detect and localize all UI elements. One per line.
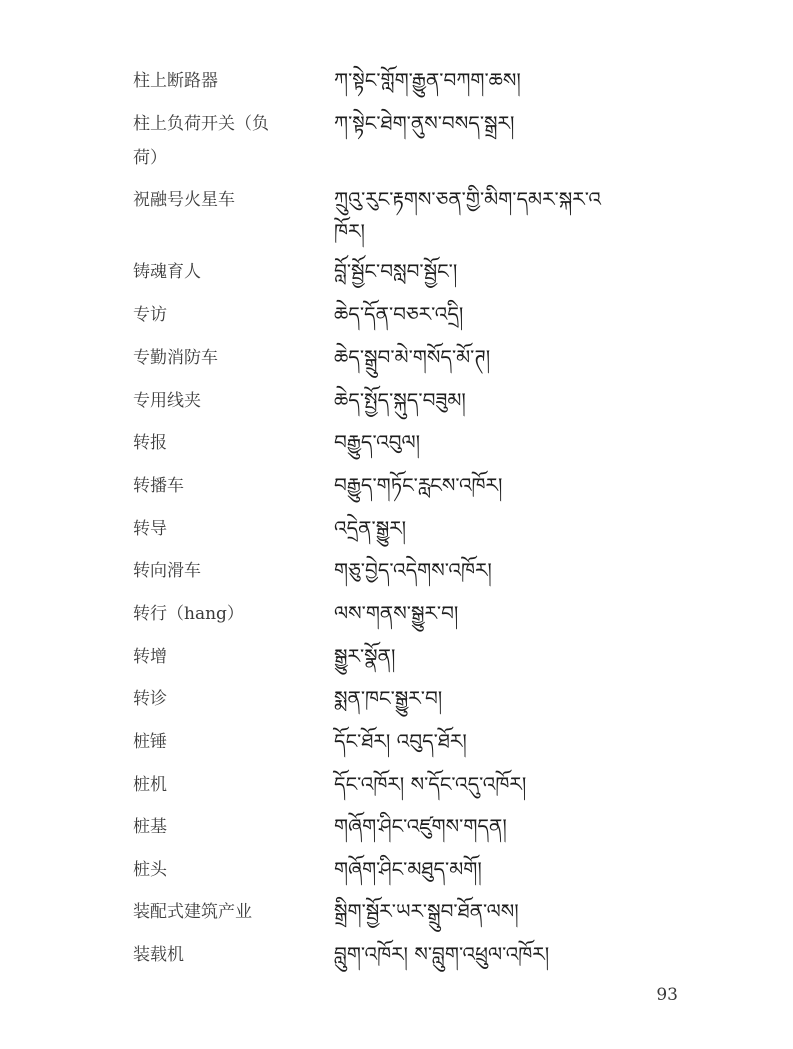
tibetan-term: ལས་གནས་སྒྱུར་བ།	[334, 601, 459, 625]
chinese-term: 装载机	[133, 945, 184, 965]
tibetan-term: ཀ་སྟེང་གློག་རྒྱུན་བཀག་ཆས།	[334, 68, 521, 92]
chinese-term: 柱上断路器	[133, 71, 218, 91]
tibetan-term: སྨན་ཁང་སྒྱུར་བ།	[334, 686, 443, 710]
tibetan-term: སྒྱུར་སྣོན།	[334, 644, 396, 668]
tibetan-term: བློ་སྦྱོང་བསླབ་སྦྱོང་།	[334, 259, 458, 283]
tibetan-term: བརྒྱུད་འབུལ།	[334, 430, 421, 454]
chinese-term: 专用线夹	[133, 391, 201, 411]
tibetan-term: འདྲེན་སྒྱུར།	[334, 516, 407, 540]
chinese-term: 转向滑车	[133, 561, 201, 581]
chinese-term: 转播车	[133, 476, 184, 496]
tibetan-term: དོང་ཐོར། འབུད་ཐོར།	[334, 729, 467, 753]
tibetan-term: བརྒྱུད་གཏོང་རླངས་འཁོར།	[334, 473, 503, 497]
tibetan-term: དོང་འཁོར། ས་དོང་འདུ་འཁོར།	[334, 772, 527, 796]
tibetan-term: ཆེད་སྒྲུབ་མེ་གསོད་མོ་ཊ།	[334, 345, 491, 369]
tibetan-term: ཆེད་སྤྱོད་སྐུད་བཟུམ།	[334, 388, 466, 412]
tibetan-term: ཀྲུའུ་རུང་རྟགས་ཅན་གྱི་མིག་དམར་སྐར་འཁོར།	[334, 187, 601, 243]
page-number: 93	[656, 985, 678, 1005]
chinese-term: 专勤消防车	[133, 348, 218, 368]
chinese-term: 转诊	[133, 689, 167, 709]
chinese-term: 装配式建筑产业	[133, 902, 252, 922]
chinese-term: 铸魂育人	[133, 262, 201, 282]
chinese-term: 桩机	[133, 775, 167, 795]
tibetan-term: ཆེད་དོན་བཅར་འདྲི།	[334, 302, 464, 326]
tibetan-term: བླུག་འཁོར། ས་བླུག་འཕྲུལ་འཁོར།	[334, 942, 550, 966]
chinese-term: 转报	[133, 433, 167, 453]
tibetan-term: གཞོག་ཤིང་མཐུད་མགོ།	[334, 857, 482, 881]
chinese-term: 柱上负荷开关（负荷）	[133, 114, 269, 168]
tibetan-term: སྒྲིག་སྦྱོར་ཡར་སྒྲུབ་ཐོན་ལས།	[334, 899, 519, 923]
chinese-term: 桩基	[133, 817, 167, 837]
tibetan-term: གཞོག་ཤིང་འཛུགས་གདན།	[334, 814, 507, 838]
chinese-term: 专访	[133, 305, 167, 325]
chinese-term: 桩头	[133, 860, 167, 880]
chinese-term: 转行（hang）	[133, 604, 244, 624]
tibetan-term: ཀ་སྟེང་ཐེག་ནུས་བསད་སྒྲར།	[334, 111, 515, 135]
chinese-term: 祝融号火星车	[133, 190, 235, 210]
chinese-term: 桩锤	[133, 732, 167, 752]
chinese-term: 转增	[133, 647, 167, 667]
chinese-term: 转导	[133, 519, 167, 539]
tibetan-term: གཅུ་བྱེད་འདེགས་འཁོར།	[334, 558, 492, 582]
